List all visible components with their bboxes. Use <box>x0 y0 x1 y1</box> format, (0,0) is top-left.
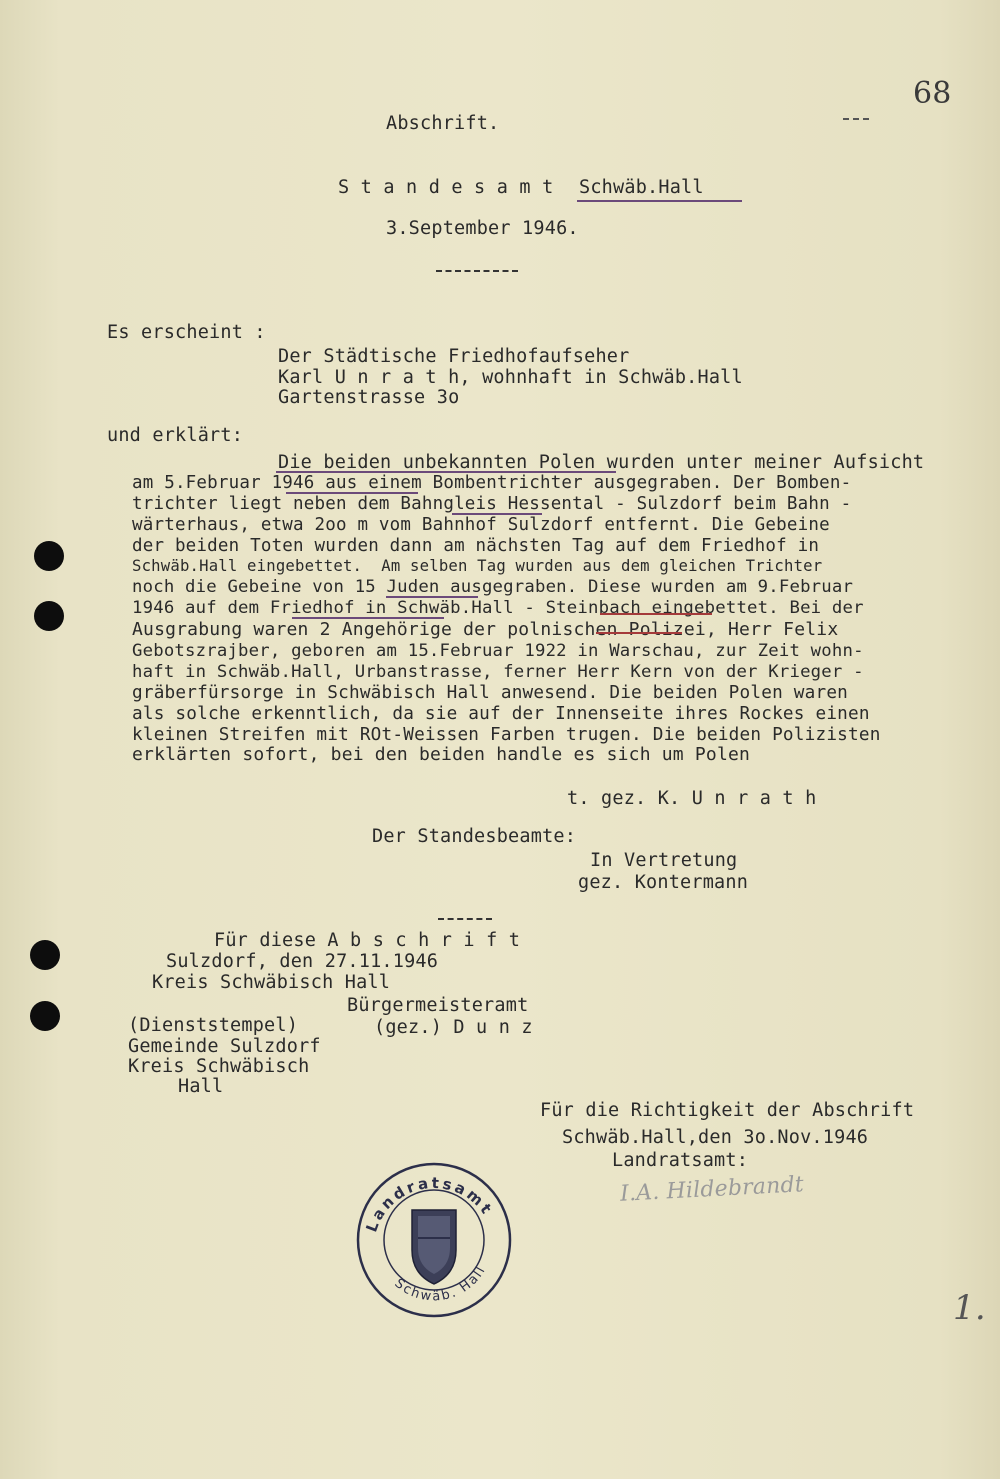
office-title: S t a n d e s a m t <box>338 177 554 198</box>
person-line-3: Gartenstrasse 3o <box>278 387 460 408</box>
registrar-deputy: In Vertretung <box>590 850 738 871</box>
statement-line-11: haft in Schwäb.Hall, Urbanstrasse, ferner Herr Kern von der Krieger - <box>132 662 864 682</box>
statement-line-3: trichter liegt neben dem Bahngleis Hessental - Sulzdorf beim Bahn - <box>132 494 852 514</box>
statement-line-5: der beiden Toten wurden dann am nächsten Tag auf dem Friedhof in <box>132 536 820 556</box>
statement-line-7: noch die Gebeine von 15 Juden ausgegraben. Diese wurden am 9.Februar <box>132 577 854 597</box>
statement-line-8: 1946 auf dem Friedhof in Schwäb.Hall - Steinbach eingebettet. Bei der <box>132 598 864 618</box>
statement-line-2: am 5.Februar 1946 aus einem Bombentrichter ausgegraben. Der Bomben- <box>132 473 852 493</box>
underline-bahngleis <box>452 513 542 515</box>
copy-cert-stamp-note: (Dienststempel) <box>128 1015 299 1036</box>
statement-line-14: kleinen Streifen mit ROt-Weissen Farben trugen. Die beiden Polizisten <box>132 725 881 745</box>
punch-hole-3 <box>30 940 60 970</box>
registrar-signed: gez. Kontermann <box>578 872 749 893</box>
punch-hole-2 <box>34 601 64 631</box>
seal-text-bottom: Schwäb. Hall <box>391 1262 490 1305</box>
landratsamt-seal-stamp <box>352 1158 516 1322</box>
copy-label: Abschrift. <box>386 113 500 134</box>
appearance-intro: Es erscheint : <box>107 322 266 343</box>
copy-cert-heading: Für diese A b s c h r i f t <box>214 930 521 951</box>
declares-label: und erklärt: <box>107 425 244 446</box>
person-line-1: Der Städtische Friedhofaufseher <box>278 346 630 367</box>
office-place: Schwäb.Hall <box>579 177 704 198</box>
margin-mark: 1. <box>953 1288 986 1328</box>
accuracy-cert-place-date: Schwäb.Hall,den 3o.Nov.1946 <box>562 1127 869 1148</box>
underline-steinbach <box>600 613 712 615</box>
punch-hole-1 <box>34 541 64 571</box>
document-date: 3.September 1946. <box>386 218 579 239</box>
statement-line-4: wärterhaus, etwa 2oo m vom Bahnhof Sulzdorf entfernt. Die Gebeine <box>132 515 830 535</box>
copy-cert-district: Kreis Schwäbisch Hall <box>152 972 391 993</box>
underline-polen <box>276 471 616 473</box>
statement-line-12: gräberfürsorge in Schwäbisch Hall anwesend. Die beiden Polen waren <box>132 683 849 703</box>
separator-rule-1 <box>436 270 518 272</box>
person-line-2: Karl U n r a t h, wohnhaft in Schwäb.Hall <box>278 367 743 388</box>
copy-cert-stamp-line-3: Hall <box>178 1076 224 1097</box>
separator-rule-2 <box>438 918 492 920</box>
copy-cert-place-date: Sulzdorf, den 27.11.1946 <box>166 951 439 972</box>
accuracy-cert-heading: Für die Richtigkeit der Abschrift <box>540 1100 915 1121</box>
statement-line-1: Die beiden unbekannten Polen wurden unter meiner Aufsicht <box>278 452 925 473</box>
accuracy-cert-office: Landratsamt: <box>612 1150 749 1171</box>
copy-cert-stamp-line-1: Gemeinde Sulzdorf <box>128 1036 321 1057</box>
copy-cert-office: Bürgermeisteramt <box>347 995 529 1016</box>
statement-line-15: erklärten sofort, bei den beiden handle es sich um Polen <box>132 744 751 765</box>
underline-friedhof <box>292 617 444 619</box>
statement-line-9: Ausgrabung waren 2 Angehörige der polnischen Polizei, Herr Felix <box>132 619 839 640</box>
copy-cert-stamp-line-2: Kreis Schwäbisch <box>128 1056 310 1077</box>
copy-cert-signed: (gez.) D u n z <box>374 1017 533 1038</box>
statement-line-10: Gebotszrajber, geboren am 15.Februar 1922 in Warschau, zur Zeit wohn- <box>132 641 864 661</box>
corner-mark <box>843 118 869 120</box>
statement-line-13: als solche erkenntlich, da sie auf der Innenseite ihres Rockes einen <box>132 704 870 724</box>
page-number: 68 <box>913 76 952 111</box>
underline-juden <box>386 596 478 598</box>
punch-hole-4 <box>30 1001 60 1031</box>
accuracy-cert-signature: I.A. Hildebrandt <box>619 1172 805 1207</box>
underline-polizei <box>596 632 682 634</box>
seal-text-top: Landratsamt <box>362 1173 497 1235</box>
underline-date <box>286 492 418 494</box>
statement-line-6: Schwäb.Hall eingebettet. Am selben Tag wurden aus dem gleichen Trichter <box>132 557 823 575</box>
office-place-underline <box>577 200 742 202</box>
witness-signature-line: t. gez. K. U n r a t h <box>567 788 817 809</box>
registrar-title: Der Standesbeamte: <box>372 826 577 847</box>
